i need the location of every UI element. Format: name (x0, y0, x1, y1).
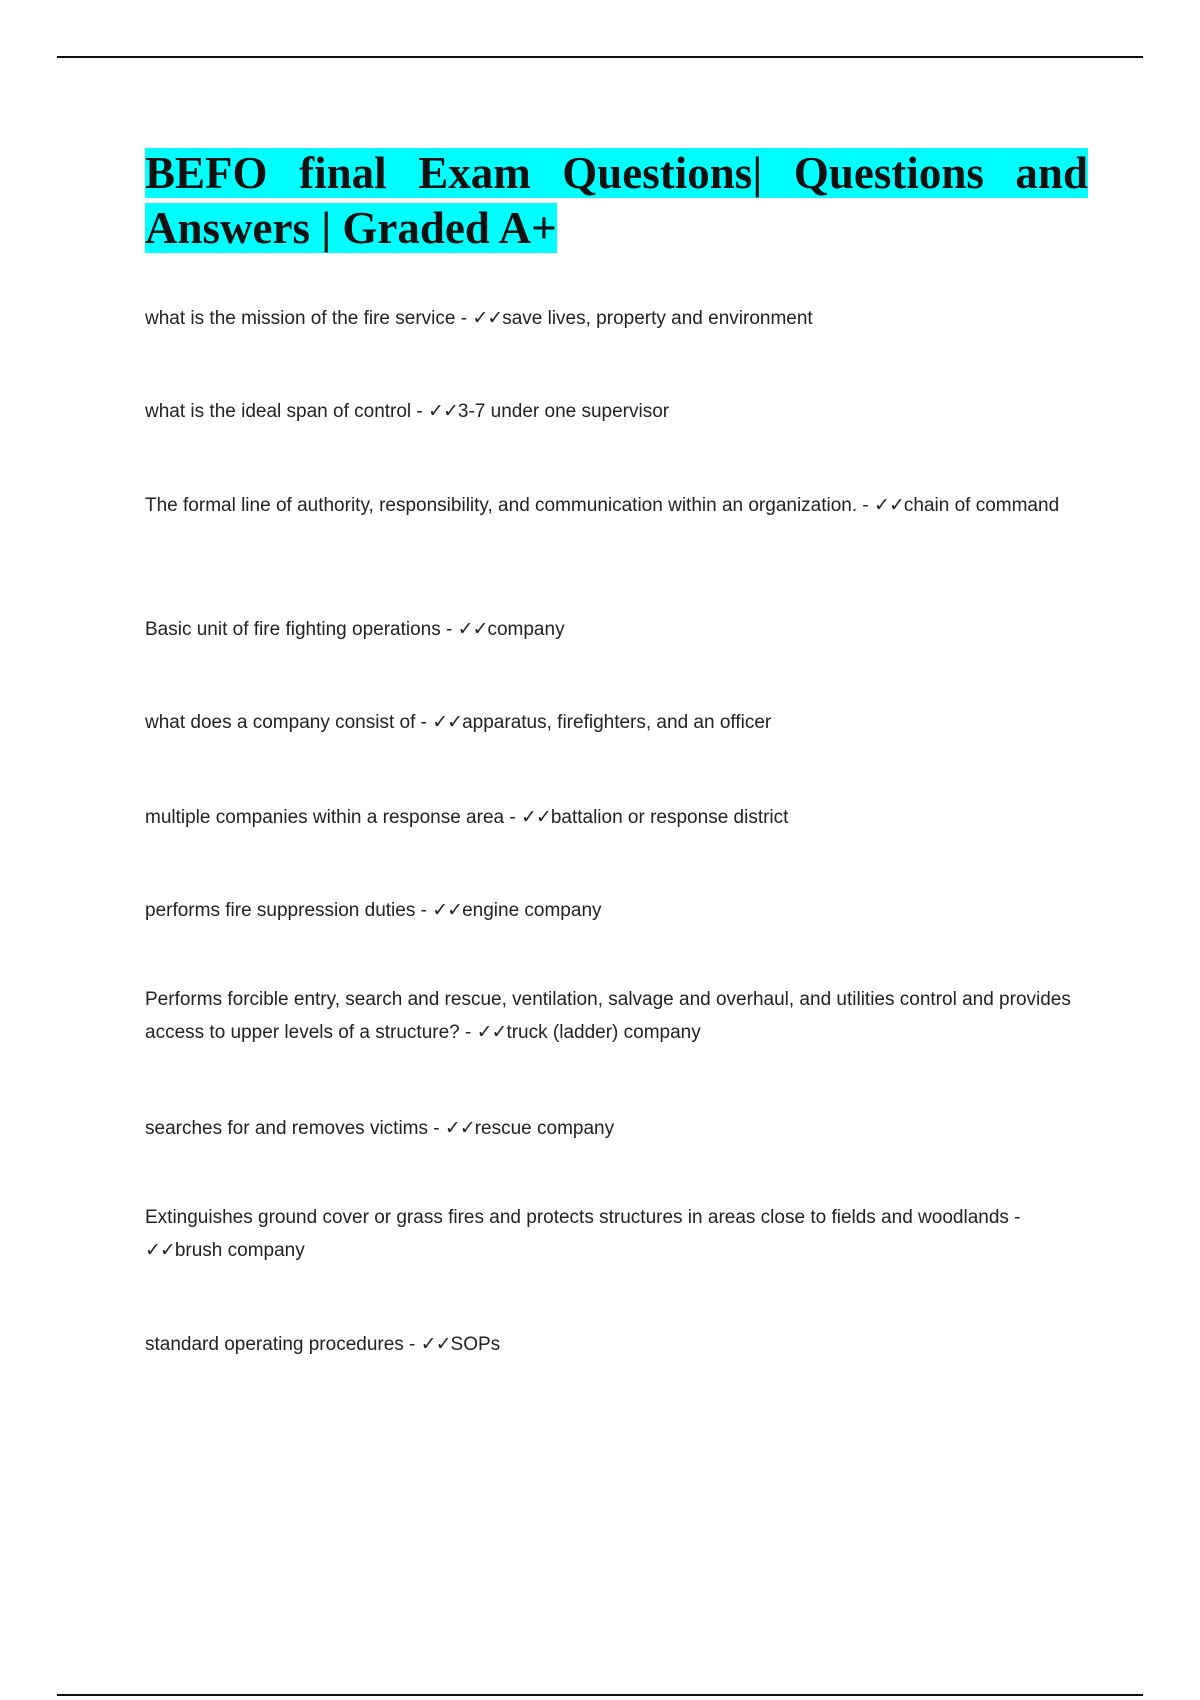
question-text: Basic unit of fire fighting operations - (145, 619, 453, 640)
title-highlight: BEFO final Exam Questions| Questions and Answers | Graded A+ (145, 148, 1088, 253)
check-mark-icon: ✓✓ (432, 711, 463, 733)
answer-text: 3-7 under one supervisor (457, 401, 670, 422)
answer-text: apparatus, firefighters, and an officer (462, 712, 772, 733)
qa-item (145, 1202, 1090, 1267)
answer-text: battalion or response district (550, 807, 789, 828)
answer-text: SOPs (450, 1334, 501, 1355)
qa-item (145, 613, 1090, 646)
answer-text: rescue company (474, 1118, 615, 1139)
qa-item (145, 706, 1090, 739)
check-mark-icon: ✓✓ (420, 1333, 451, 1355)
question-text: performs fire suppression duties - (145, 900, 427, 921)
check-mark-icon: ✓✓ (874, 494, 904, 516)
check-mark-icon: ✓✓ (428, 400, 458, 422)
check-mark-icon: ✓✓ (432, 899, 463, 921)
qa-item (145, 1328, 1090, 1361)
footer-rule (57, 1694, 1143, 1696)
answer-text: brush company (174, 1240, 305, 1261)
answer-text: save lives, property and environment (502, 308, 813, 329)
question-text: The formal line of authority, responsibility, and communication within an organization. - (145, 495, 869, 516)
check-mark-icon: ✓✓ (472, 307, 503, 329)
qa-item (145, 395, 1090, 428)
question-text: what is the ideal span of control - (145, 401, 423, 422)
qa-item (145, 1112, 1090, 1145)
check-mark-icon: ✓✓ (476, 1021, 507, 1043)
answer-text: company (487, 619, 565, 640)
answer-text: engine company (462, 900, 602, 921)
answer-text: truck (ladder) company (506, 1022, 701, 1043)
question-text: what does a company consist of - (145, 712, 427, 733)
document-title (145, 146, 1088, 256)
qa-item (145, 894, 1090, 927)
question-text: Extinguishes ground cover or grass fires and protects structures in areas close to fields and woodlands - (145, 1207, 1021, 1228)
question-text: searches for and removes victims - (145, 1118, 440, 1139)
question-text: what is the mission of the fire service - (145, 308, 468, 329)
question-text: Performs forcible entry, search and rescue, ventilation, salvage and overhaul, and utilities control and provides access to upper levels of a structure? - (145, 989, 1071, 1043)
header-rule (57, 56, 1143, 58)
question-text: multiple companies within a response area - (145, 807, 516, 828)
answer-text: chain of command (903, 495, 1060, 516)
question-text: standard operating procedures - (145, 1334, 416, 1355)
qa-item (145, 491, 1090, 520)
check-mark-icon: ✓✓ (444, 1117, 475, 1139)
check-mark-icon: ✓✓ (457, 618, 488, 640)
qa-item (145, 984, 1090, 1049)
qa-item (145, 801, 1090, 834)
check-mark-icon: ✓✓ (145, 1239, 175, 1261)
qa-item (145, 302, 1090, 335)
check-mark-icon: ✓✓ (520, 806, 551, 828)
